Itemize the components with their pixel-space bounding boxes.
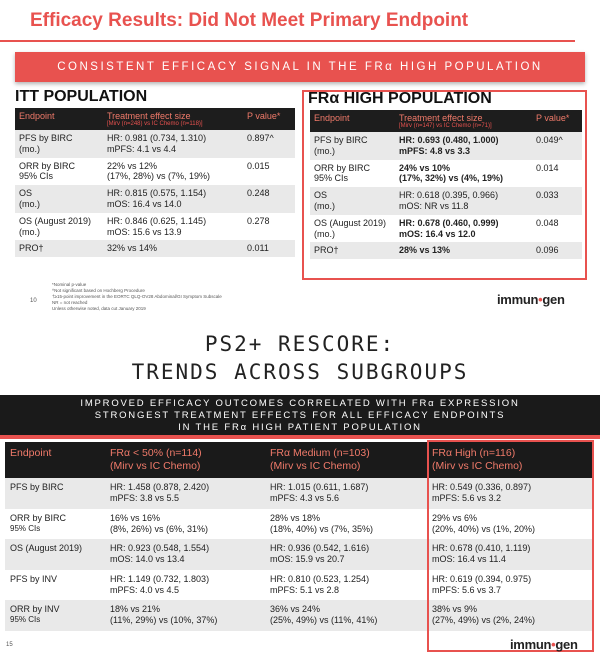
slide-title-line2: TRENDS ACROSS SUBGROUPS	[131, 360, 469, 384]
table-row	[310, 242, 582, 259]
effect-line2: mOS: 16.4 vs 12.0	[399, 228, 476, 239]
effect-line1: HR: 0.678 (0.460, 0.999)	[399, 217, 499, 228]
frmedium-line2: (25%, 49%) vs (11%, 41%)	[270, 615, 378, 626]
company-logo: immun•gen	[497, 292, 565, 307]
slide-title-line1: PS2+ RESCORE:	[204, 332, 396, 356]
p-value: 0.096	[536, 245, 559, 256]
frlow-line2: mPFS: 3.8 vs 5.5	[110, 493, 180, 504]
frhigh-line1: HR: 0.549 (0.336, 0.897)	[432, 482, 532, 492]
endpoint-label: PFS by BIRC	[314, 135, 368, 145]
frhigh-title: FRα HIGH POPULATION	[308, 90, 492, 107]
endpoint-sublabel: 95% CIs	[10, 523, 41, 533]
table-row	[310, 132, 582, 160]
frmedium-line2: (18%, 40%) vs (7%, 35%)	[270, 523, 374, 534]
frmedium-line1: 36% vs 24%	[270, 604, 321, 614]
endpoint-label: PRO†	[314, 245, 339, 256]
p-value: 0.011	[247, 243, 269, 254]
itt-table	[15, 108, 295, 257]
p-value: 0.248	[247, 188, 270, 199]
endpoint-sublabel: (mo.)	[314, 228, 335, 239]
frhigh-line1: HR: 0.619 (0.394, 0.975)	[432, 573, 532, 584]
frmedium-line2: mOS: 15.9 vs 20.7	[270, 554, 345, 565]
page-number: 15	[6, 642, 13, 648]
banner: CONSISTENT EFFICACY SIGNAL IN THE FRα HIGH POPULATION	[15, 52, 585, 82]
col-endpoint: Endpoint	[310, 110, 395, 132]
p-value: 0.049^	[536, 135, 563, 145]
effect-line2: mPFS: 4.1 vs 4.4	[107, 143, 177, 154]
footnotes: *Nominal p-value ^Not significant based on Hochberg Procedure †≥15-point improvement in the EORTC QLQ-OV28 Abdominal/GI Symptom Subscale NR = not reached Unless otherwise noted, data cut January 2019	[52, 282, 222, 312]
effect-line2: (17%, 32%) vs (4%, 19%)	[399, 173, 504, 184]
col-effect-sub: [Mirv (n=147) vs IC Chemo (n=71)]	[399, 123, 492, 129]
col-frhigh: FRα High (n=116) (Mirv vs IC Chemo)	[427, 442, 593, 478]
frlow-line2: (8%, 26%) vs (6%, 31%)	[110, 523, 209, 534]
col-effect: Treatment effect size [Mirv (n=248) vs IC Chemo (n=118)]	[103, 108, 243, 130]
frmedium-line1: HR: 1.015 (0.611, 1.687)	[270, 482, 369, 492]
effect-line1: HR: 0.846 (0.625, 1.145)	[107, 215, 207, 226]
effect-line1: HR: 0.981 (0.734, 1.310)	[107, 133, 207, 143]
col-pvalue: P value*	[243, 108, 295, 130]
itt-title: ITT POPULATION	[15, 88, 148, 105]
endpoint-label: ORR by BIRC	[314, 162, 371, 173]
banner-accent-strip	[0, 435, 600, 439]
frhigh-line1: HR: 0.678 (0.410, 1.119)	[432, 543, 531, 553]
slide-title: Efficacy Results: Did Not Meet Primary Endpoint	[30, 10, 469, 31]
frlow-line2: mOS: 14.0 vs 13.4	[110, 554, 185, 565]
effect-line2: mOS: 15.6 vs 13.9	[107, 226, 182, 237]
frlow-line2: (11%, 29%) vs (10%, 37%)	[110, 615, 218, 626]
frlow-line1: 16% vs 16%	[110, 512, 161, 523]
endpoint-sublabel: (mo.)	[314, 145, 335, 156]
frlow-line2: mPFS: 4.0 vs 4.5	[110, 584, 180, 595]
endpoint-label: OS (August 2019)	[10, 543, 83, 553]
p-value: 0.015	[247, 160, 270, 171]
effect-line1: 22% vs 12%	[107, 160, 158, 171]
p-value: 0.278	[247, 215, 270, 226]
frmedium-line2: mPFS: 4.3 vs 5.6	[270, 493, 340, 504]
effect-line1: HR: 0.693 (0.480, 1.000)	[399, 135, 499, 145]
endpoint-label: OS	[19, 188, 33, 199]
endpoint-label: PFS by BIRC	[19, 133, 73, 143]
banner: IMPROVED EFFICACY OUTCOMES CORRELATED WITH FRα EXPRESSION STRONGEST TREATMENT EFFECTS FOR ALL EFFICACY ENDPOINTS IN THE FRα HIGH PATIENT POPULATION	[0, 395, 600, 437]
effect-line1: 28% vs 13%	[399, 245, 451, 256]
frlow-line1: 18% vs 21%	[110, 604, 161, 614]
endpoint-sublabel: (mo.)	[19, 226, 40, 237]
effect-line2: mPFS: 4.8 vs 3.3	[399, 145, 471, 156]
endpoint-label: ORR by INV	[10, 604, 60, 614]
col-endpoint: Endpoint	[5, 442, 105, 478]
frhigh-line2: mPFS: 5.6 vs 3.7	[432, 584, 502, 595]
frlow-line1: HR: 1.149 (0.732, 1.803)	[110, 573, 210, 584]
endpoint-label: OS (August 2019)	[19, 215, 92, 226]
table-row	[15, 130, 295, 158]
table-row	[310, 187, 582, 215]
col-frmedium: FRα Medium (n=103) (Mirv vs IC Chemo)	[265, 442, 427, 478]
title-divider	[0, 40, 575, 42]
frhigh-line2: (20%, 40%) vs (1%, 20%)	[432, 523, 536, 534]
effect-line1: HR: 0.815 (0.575, 1.154)	[107, 188, 207, 199]
col-effect-sub: [Mirv (n=248) vs IC Chemo (n=118)]	[107, 121, 203, 127]
col-frlow: FRα < 50% (n=114) (Mirv vs IC Chemo)	[105, 442, 265, 478]
endpoint-sublabel: (mo.)	[314, 200, 335, 211]
frhigh-line2: mOS: 16.4 vs 11.4	[432, 554, 506, 565]
frhigh-line1: 29% vs 6%	[432, 512, 478, 523]
endpoint-label: OS	[314, 190, 328, 201]
frmedium-line2: mPFS: 5.1 vs 2.8	[270, 584, 340, 595]
frhigh-highlight-box	[427, 440, 594, 652]
endpoint-sublabel: 95% CIs	[19, 171, 54, 182]
endpoint-sublabel: 95% CIs	[314, 173, 349, 184]
slide-subgroups	[0, 320, 600, 656]
frhigh-line1: 38% vs 9%	[432, 604, 478, 614]
table-row	[15, 158, 295, 186]
endpoint-sublabel: (mo.)	[19, 198, 40, 209]
effect-line1: HR: 0.618 (0.395, 0.966)	[399, 190, 499, 201]
endpoint-label: PFS by BIRC	[10, 482, 64, 492]
col-pvalue: P value*	[532, 110, 582, 132]
col-effect: Treatment effect size [Mirv (n=147) vs IC Chemo (n=71)]	[395, 110, 532, 132]
table-row	[310, 160, 582, 188]
effect-line2: (17%, 28%) vs (7%, 19%)	[107, 171, 211, 182]
table-row	[15, 240, 295, 257]
frhigh-table	[310, 110, 582, 259]
endpoint-label: PRO†	[19, 243, 44, 254]
endpoint-sublabel: 95% CIs	[10, 615, 41, 625]
col-endpoint: Endpoint	[15, 108, 103, 130]
slide-efficacy-results	[0, 0, 600, 320]
endpoint-label: OS (August 2019)	[314, 217, 387, 228]
table-row	[15, 213, 295, 241]
p-value: 0.014	[536, 162, 559, 173]
frmedium-line1: 28% vs 18%	[270, 512, 321, 523]
page-number: 10	[30, 298, 37, 304]
endpoint-sublabel: (mo.)	[19, 143, 40, 154]
effect-line2: mOS: 16.4 vs 14.0	[107, 198, 182, 209]
table-row	[15, 185, 295, 213]
frmedium-line1: HR: 0.810 (0.523, 1.254)	[270, 573, 370, 584]
endpoint-label: PFS by INV	[10, 573, 58, 584]
effect-line2: mOS: NR vs 11.8	[399, 200, 469, 211]
p-value: 0.897^	[247, 133, 274, 143]
frhigh-line2: (27%, 49%) vs (2%, 24%)	[432, 615, 536, 626]
endpoint-label: ORR by BIRC	[10, 512, 67, 523]
frhigh-line2: mPFS: 5.6 vs 3.2	[432, 493, 502, 504]
table-row	[310, 215, 582, 243]
effect-line1: 32% vs 14%	[107, 243, 158, 254]
endpoint-label: ORR by BIRC	[19, 160, 76, 171]
p-value: 0.048	[536, 217, 559, 228]
frlow-line1: HR: 1.458 (0.878, 2.420)	[110, 482, 210, 492]
frlow-line1: HR: 0.923 (0.548, 1.554)	[110, 543, 210, 553]
frmedium-line1: HR: 0.936 (0.542, 1.616)	[270, 543, 370, 553]
p-value: 0.033	[536, 190, 559, 201]
company-logo: immun•gen	[510, 637, 578, 652]
effect-line1: 24% vs 10%	[399, 162, 451, 173]
